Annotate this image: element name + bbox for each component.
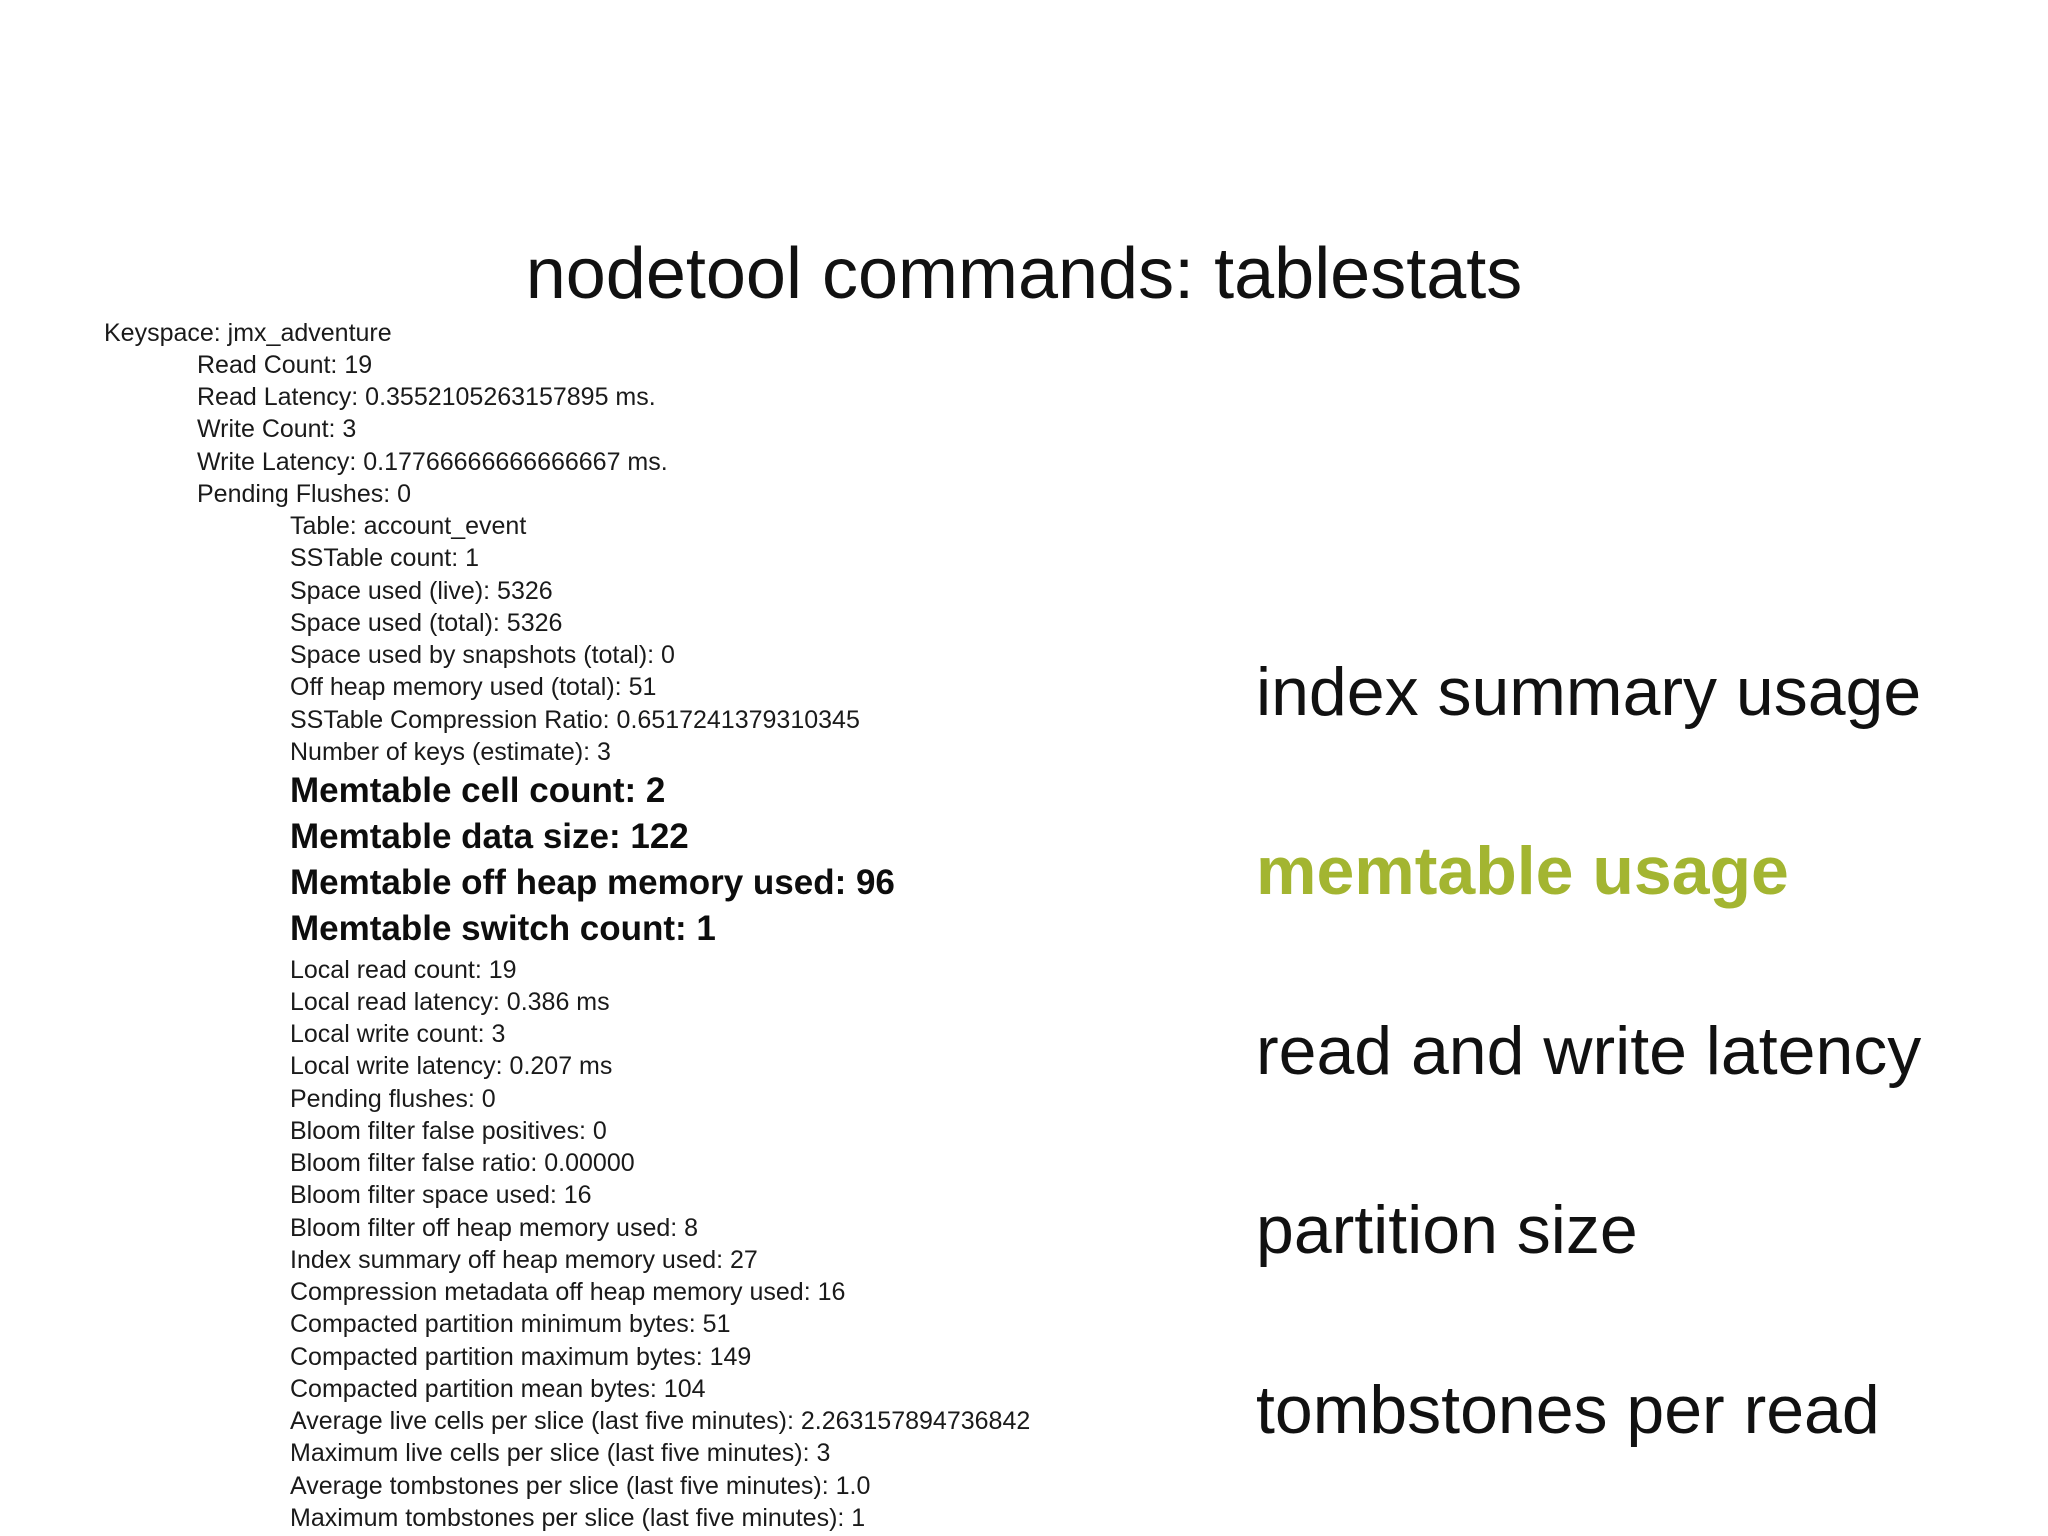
local-stat-line: Average tombstones per slice (last five minutes): 1.0 xyxy=(290,1472,871,1500)
local-stat-line: Local write count: 3 xyxy=(290,1020,506,1048)
table-stat-line: Off heap memory used (total): 51 xyxy=(290,673,657,701)
memtable-stat-line: Memtable switch count: 1 xyxy=(290,909,716,948)
local-stat-line: Local read latency: 0.386 ms xyxy=(290,988,610,1016)
topic-read-write-latency: read and write latency xyxy=(1256,1013,1922,1089)
local-stat-line: Maximum tombstones per slice (last five minutes): 1 xyxy=(290,1504,866,1532)
topic-list xyxy=(1256,0,2036,1536)
table-stat-line: Space used (total): 5326 xyxy=(290,609,563,637)
table-stat-line: Space used by snapshots (total): 0 xyxy=(290,641,675,669)
table-stat-line: SSTable Compression Ratio: 0.6517241379310345 xyxy=(290,706,860,734)
topic-tombstones-per-read: tombstones per read xyxy=(1256,1372,1880,1448)
local-stat-line: Compacted partition minimum bytes: 51 xyxy=(290,1310,731,1338)
local-stat-line: Bloom filter space used: 16 xyxy=(290,1181,592,1209)
table-stat-line: SSTable count: 1 xyxy=(290,544,480,572)
keyspace-stat-line: Write Count: 3 xyxy=(197,415,357,443)
slide-title: nodetool commands: tablestats xyxy=(525,234,1523,314)
local-stat-line: Average live cells per slice (last five minutes): 2.263157894736842 xyxy=(290,1407,1031,1435)
keyspace-line: Keyspace: jmx_adventure xyxy=(104,319,392,347)
local-stat-line: Bloom filter off heap memory used: 8 xyxy=(290,1214,699,1242)
local-stat-line: Bloom filter false ratio: 0.00000 xyxy=(290,1149,635,1177)
local-stat-line: Bloom filter false positives: 0 xyxy=(290,1117,607,1145)
keyspace-stat-line: Read Latency: 0.3552105263157895 ms. xyxy=(197,383,656,411)
table-stat-line: Number of keys (estimate): 3 xyxy=(290,738,611,766)
local-stat-line: Compacted partition maximum bytes: 149 xyxy=(290,1343,752,1371)
memtable-stat-line: Memtable off heap memory used: 96 xyxy=(290,863,895,902)
keyspace-stat-line: Pending Flushes: 0 xyxy=(197,480,412,508)
local-stat-line: Pending flushes: 0 xyxy=(290,1085,496,1113)
local-stat-line: Local write latency: 0.207 ms xyxy=(290,1052,613,1080)
local-stat-line: Index summary off heap memory used: 27 xyxy=(290,1246,758,1274)
local-stat-line: Compression metadata off heap memory used: 16 xyxy=(290,1278,846,1306)
table-stat-line: Space used (live): 5326 xyxy=(290,577,553,605)
topic-partition-size: partition size xyxy=(1256,1192,1638,1268)
memtable-stat-line: Memtable data size: 122 xyxy=(290,817,689,856)
topic-index-summary-usage: index summary usage xyxy=(1256,654,1922,730)
keyspace-stat-line: Read Count: 19 xyxy=(197,351,373,379)
local-stat-line: Maximum live cells per slice (last five minutes): 3 xyxy=(290,1439,831,1467)
topic-memtable-usage: memtable usage xyxy=(1256,833,1789,909)
local-stat-line: Compacted partition mean bytes: 104 xyxy=(290,1375,706,1403)
table-stat-line: Table: account_event xyxy=(290,512,527,540)
local-stat-line: Local read count: 19 xyxy=(290,956,517,984)
keyspace-stat-line: Write Latency: 0.17766666666666667 ms. xyxy=(197,448,668,476)
memtable-stat-line: Memtable cell count: 2 xyxy=(290,771,666,810)
